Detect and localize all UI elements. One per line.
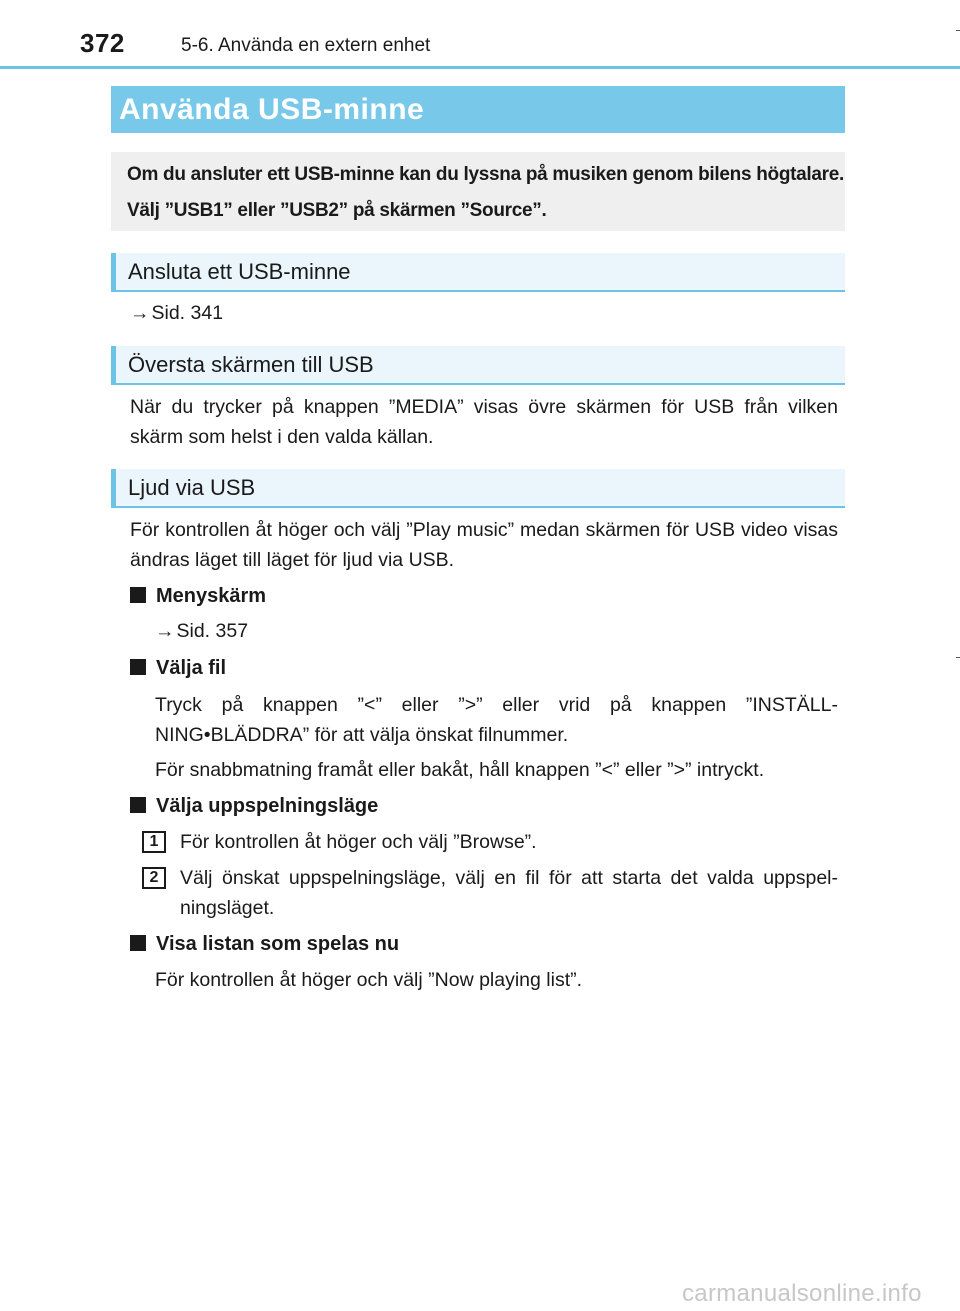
page-header xyxy=(0,0,960,70)
bullet-square-icon xyxy=(130,797,146,813)
step-number-badge: 2 xyxy=(142,867,166,889)
arrow-icon: → xyxy=(130,302,150,324)
header-rule xyxy=(0,66,960,69)
file-body-2: För snabbmatning framåt eller bakåt, håll knappen ”<” eller ”>” intryckt. xyxy=(155,759,765,781)
menu-reference xyxy=(155,616,248,646)
step-text: Välj önskat uppspelningsläge, välj en fil för att starta det valda uppspel-ningsläget. xyxy=(180,867,838,919)
audio-body: För kontrollen åt höger och välj ”Play music” medan skärmen för USB video visas ändras läget till läget för ljud via USB. xyxy=(130,519,838,571)
now-playing-body: För kontrollen åt höger och välj ”Now playing list”. xyxy=(155,969,583,991)
chapter-title: 5-6. Använda en extern enhet xyxy=(181,35,431,56)
intro-line-1: Om du ansluter ett USB-minne kan du lyssna på musiken genom bilens högtalare. xyxy=(127,164,845,185)
section-heading-top-screen: Översta skärmen till USB xyxy=(111,346,845,385)
main-title: Använda USB-minne xyxy=(111,86,845,133)
intro-box xyxy=(111,152,845,231)
page-number: 372 xyxy=(80,28,125,58)
bullet-square-icon xyxy=(130,659,146,675)
file-body: Tryck på knappen ”<” eller ”>” eller vrid på knappen ”INSTÄLL-NING•BLÄDDRA” för att välja önskat filnummer. xyxy=(155,694,838,746)
step-text: För kontrollen åt höger och välj ”Browse”. xyxy=(180,831,537,853)
bullet-square-icon xyxy=(130,935,146,951)
section-heading-audio: Ljud via USB xyxy=(111,469,845,508)
intro-line-2: Välj ”USB1” eller ”USB2” på skärmen ”Source”. xyxy=(127,200,547,221)
bullet-square-icon xyxy=(130,587,146,603)
connect-reference xyxy=(130,298,223,328)
arrow-icon: → xyxy=(155,620,175,642)
bullet-menu xyxy=(130,581,266,611)
step-number-badge: 1 xyxy=(142,831,166,853)
section-heading-connect: Ansluta ett USB-minne xyxy=(111,253,845,292)
top-screen-body: När du trycker på knappen ”MEDIA” visas övre skärmen för USB från vilken skärm som helst i den valda källan. xyxy=(130,396,838,448)
trim-mark xyxy=(956,657,960,658)
watermark: carmanualsonline.info xyxy=(682,1280,922,1307)
page-link[interactable]: Sid. 357 xyxy=(176,620,249,642)
bullet-mode xyxy=(130,791,378,821)
bullet-now-playing xyxy=(130,929,399,959)
bullet-menu-title: Menyskärm xyxy=(156,585,267,607)
page-link[interactable]: Sid. 341 xyxy=(151,302,224,324)
bullet-file-title: Välja fil xyxy=(156,657,227,679)
trim-mark xyxy=(956,30,960,31)
bullet-mode-title: Välja uppspelningsläge xyxy=(156,795,379,817)
bullet-file xyxy=(130,653,226,683)
bullet-now-playing-title: Visa listan som spelas nu xyxy=(156,933,400,955)
